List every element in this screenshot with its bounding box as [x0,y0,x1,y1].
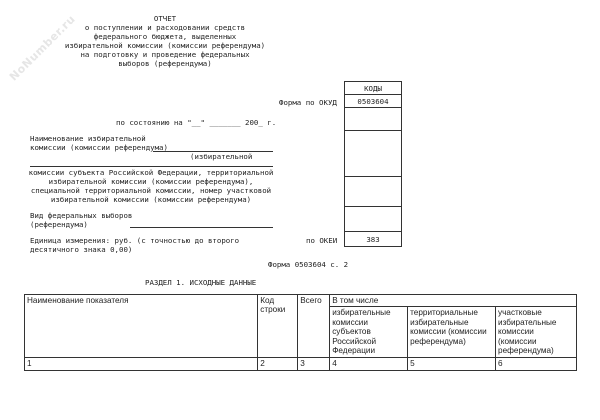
election-type-label [30,211,132,229]
section-title: РАЗДЕЛ 1. ИСХОДНЫЕ ДАННЫЕ [145,278,257,287]
desc-line: комиссии субъекта Российской Федерации, территориальной [28,168,274,177]
label-line: Вид федеральных выборов [30,211,133,220]
col-number: 1 [25,358,258,370]
title-line: избирательной комиссии (комиссии референдума) [64,41,266,50]
col-header-subject-commissions: избирательные комиссии субъектов Российской Федерации [330,307,408,358]
source-data-table [24,294,577,371]
okud-code-cell[interactable]: 0503604 [344,95,402,108]
desc-line: специальной территориальной комиссии, номер участковой [30,186,272,195]
title-line: на подготовку и проведение федеральных [80,50,250,59]
title-line: федерального бюджета, выделенных [93,32,237,41]
report-date-line: по состоянию на "__" _______ 200_ г. [116,118,277,127]
form-page-label: Форма 0503604 с. 2 [268,260,349,269]
col-header-total: Всего [298,295,330,358]
commission-type-description [28,168,274,204]
col-header-precinct-commissions: участковые избирательные комиссии (комиссии референдума) [496,307,577,358]
table-numbering-row [25,358,577,370]
col-number: 3 [298,358,330,370]
col-number: 6 [496,358,577,370]
watermark: NoNumber.ru [6,12,78,84]
okei-code-cell[interactable]: 383 [344,232,402,247]
col-header-code: Код строки [258,295,298,358]
col-number: 4 [330,358,408,370]
label-line: комиссии (комиссии референдума) [30,143,168,152]
col-number: 2 [258,358,298,370]
col-header-name: Наименование показателя [25,295,258,358]
commission-code-cell[interactable] [344,131,402,177]
label-line: Единица измерения: руб. (с точностью до второго [30,236,240,245]
label-line: (референдума) [30,220,88,229]
commission-code-cell-2[interactable] [344,177,402,207]
codes-header: КОДЫ [344,81,402,95]
commission-name-label [30,134,168,152]
col-header-territorial-commissions: территориальные избирательные комиссии (комиссии референдума) [408,307,496,358]
election-type-input-line[interactable] [130,227,273,228]
title-line: ОТЧЕТ [153,14,177,23]
election-code-cell[interactable] [344,207,402,232]
title-line: о поступлении и расходовании средств [84,23,246,32]
commission-name-sublabel: (избирательной [190,152,253,161]
report-title [60,14,270,68]
desc-line: избирательной комиссии (комиссии референдума), [48,177,254,186]
commission-full-input-line[interactable] [30,166,273,167]
col-number: 5 [408,358,496,370]
title-line: выборов (референдума) [118,59,212,68]
label-line: Наименование избирательной [30,134,146,143]
unit-of-measure [30,236,239,254]
date-code-cell[interactable] [344,108,402,131]
table-header-row [25,295,577,307]
desc-line: избирательной комиссии (комиссии референдума) [50,195,252,204]
col-header-including: В том числе [330,295,577,307]
okud-label: Форма по ОКУД [279,98,337,107]
label-line: десятичного знака 0,00) [30,245,133,254]
okei-label: по ОКЕИ [306,236,338,245]
